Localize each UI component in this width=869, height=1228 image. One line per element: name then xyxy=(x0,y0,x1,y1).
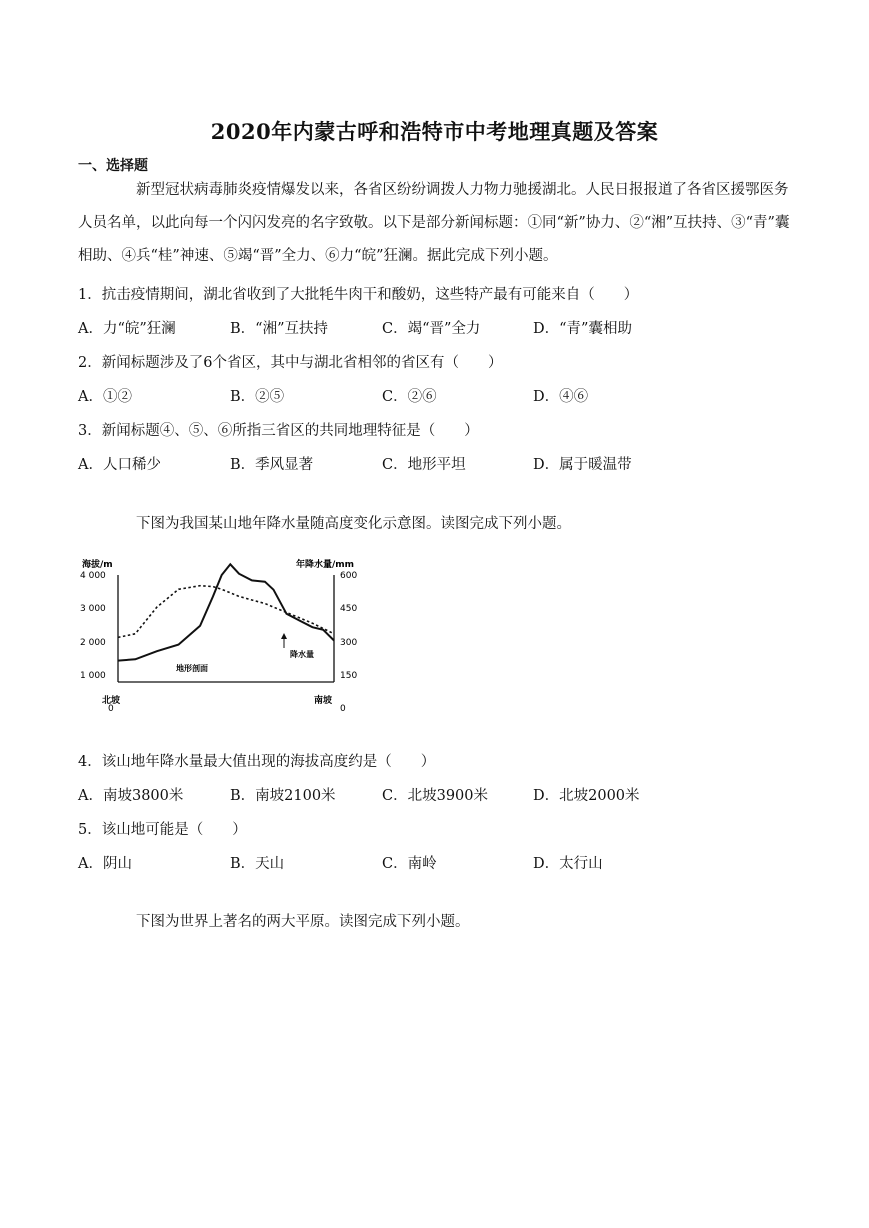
question-3-options xyxy=(78,453,798,475)
left-tick-1000: 1 000 xyxy=(80,671,106,681)
terrain-profile-line xyxy=(118,564,334,660)
question-4-option-b[interactable]: B．南坡2100米 xyxy=(230,788,336,804)
question-5-option-b[interactable]: B．天山 xyxy=(230,856,285,872)
question-1-option-d[interactable]: D．“青”囊相助 xyxy=(533,321,632,337)
right-tick-0: 0 xyxy=(340,704,346,714)
question-3-option-d[interactable]: D．属于暖温带 xyxy=(533,457,632,473)
precip-label-arrowhead xyxy=(281,633,287,639)
question-5-option-d[interactable]: D．太行山 xyxy=(533,856,603,872)
section-heading: 一、选择题 xyxy=(78,158,148,174)
left-tick-0: 0 xyxy=(108,704,114,714)
question-2-option-a[interactable]: A．①② xyxy=(78,389,132,405)
right-tick-150: 150 xyxy=(340,671,358,681)
precip-series-label: 降水量 xyxy=(290,650,314,659)
intro-paragraph-3: 下图为世界上著名的两大平原。读图完成下列小题。 xyxy=(136,914,470,930)
question-3-option-a[interactable]: A．人口稀少 xyxy=(78,457,161,473)
left-axis-label: 海拔/m xyxy=(82,560,113,570)
question-3-option-b[interactable]: B．季风显著 xyxy=(230,457,314,473)
right-tick-450: 450 xyxy=(340,604,358,614)
page-title: 2020年内蒙古呼和浩特市中考地理真题及答案 xyxy=(210,119,659,144)
question-1-option-c[interactable]: C．竭“晋”全力 xyxy=(382,321,481,337)
right-tick-600: 600 xyxy=(340,571,358,581)
question-4-options xyxy=(78,784,798,806)
question-2-option-d[interactable]: D．④⑥ xyxy=(533,389,589,405)
question-1-option-b[interactable]: B．“湘”互扶持 xyxy=(230,321,328,337)
right-axis-label: 年降水量/mm xyxy=(296,560,355,570)
question-2-option-b[interactable]: B．②⑤ xyxy=(230,389,285,405)
question-4-option-d[interactable]: D．北坡2000米 xyxy=(533,788,640,804)
left-tick-2000: 2 000 xyxy=(80,638,106,648)
question-1-options xyxy=(78,317,798,339)
question-5-stem: 5．该山地可能是（ ） xyxy=(78,822,247,838)
precipitation-altitude-chart xyxy=(78,545,368,725)
intro-paragraph-2: 下图为我国某山地年降水量随高度变化示意图。读图完成下列小题。 xyxy=(136,516,571,532)
question-2-stem: 2．新闻标题涉及了6个省区，其中与湖北省相邻的省区有（ ） xyxy=(78,355,503,371)
intro-paragraph-1: 新型冠状病毒肺炎疫情爆发以来，各省区纷纷调拨人力物力驰援湖北。人民日报报道了各省区援鄂医务人员名单，以此向每一个闪闪发亮的名字致敬。以下是部分新闻标题：①同“新”协力、②“湘”互扶持、③“青”囊相助、④兵“桂”神速、⑤竭“晋”全力、⑥力“皖”狂澜。据此完成下列小题。 xyxy=(78,182,790,264)
question-1-option-a[interactable]: A．力“皖”狂澜 xyxy=(78,321,176,337)
question-5-option-c[interactable]: C．南岭 xyxy=(382,856,437,872)
left-tick-3000: 3 000 xyxy=(80,604,106,614)
question-3-stem: 3．新闻标题④、⑤、⑥所指三省区的共同地理特征是（ ） xyxy=(78,423,479,439)
question-4-stem: 4．该山地年降水量最大值出现的海拔高度约是（ ） xyxy=(78,754,436,770)
precipitation-line xyxy=(118,586,334,638)
question-2-option-c[interactable]: C．②⑥ xyxy=(382,389,437,405)
question-2-options xyxy=(78,385,798,407)
x-right-label: 南坡 xyxy=(314,696,333,706)
question-3-option-c[interactable]: C．地形平坦 xyxy=(382,457,466,473)
terrain-series-label: 地形剖面 xyxy=(176,664,208,673)
x-left-label: 北坡 xyxy=(102,696,121,706)
question-4-option-a[interactable]: A．南坡3800米 xyxy=(78,788,184,804)
question-1-stem: 1．抗击疫情期间，湖北省收到了大批牦牛肉干和酸奶，这些特产最有可能来自（ ） xyxy=(78,287,639,303)
question-5-option-a[interactable]: A．阴山 xyxy=(78,856,132,872)
question-4-option-c[interactable]: C．北坡3900米 xyxy=(382,788,488,804)
right-tick-300: 300 xyxy=(340,638,358,648)
left-tick-4000: 4 000 xyxy=(80,571,106,581)
question-5-options xyxy=(78,852,798,874)
